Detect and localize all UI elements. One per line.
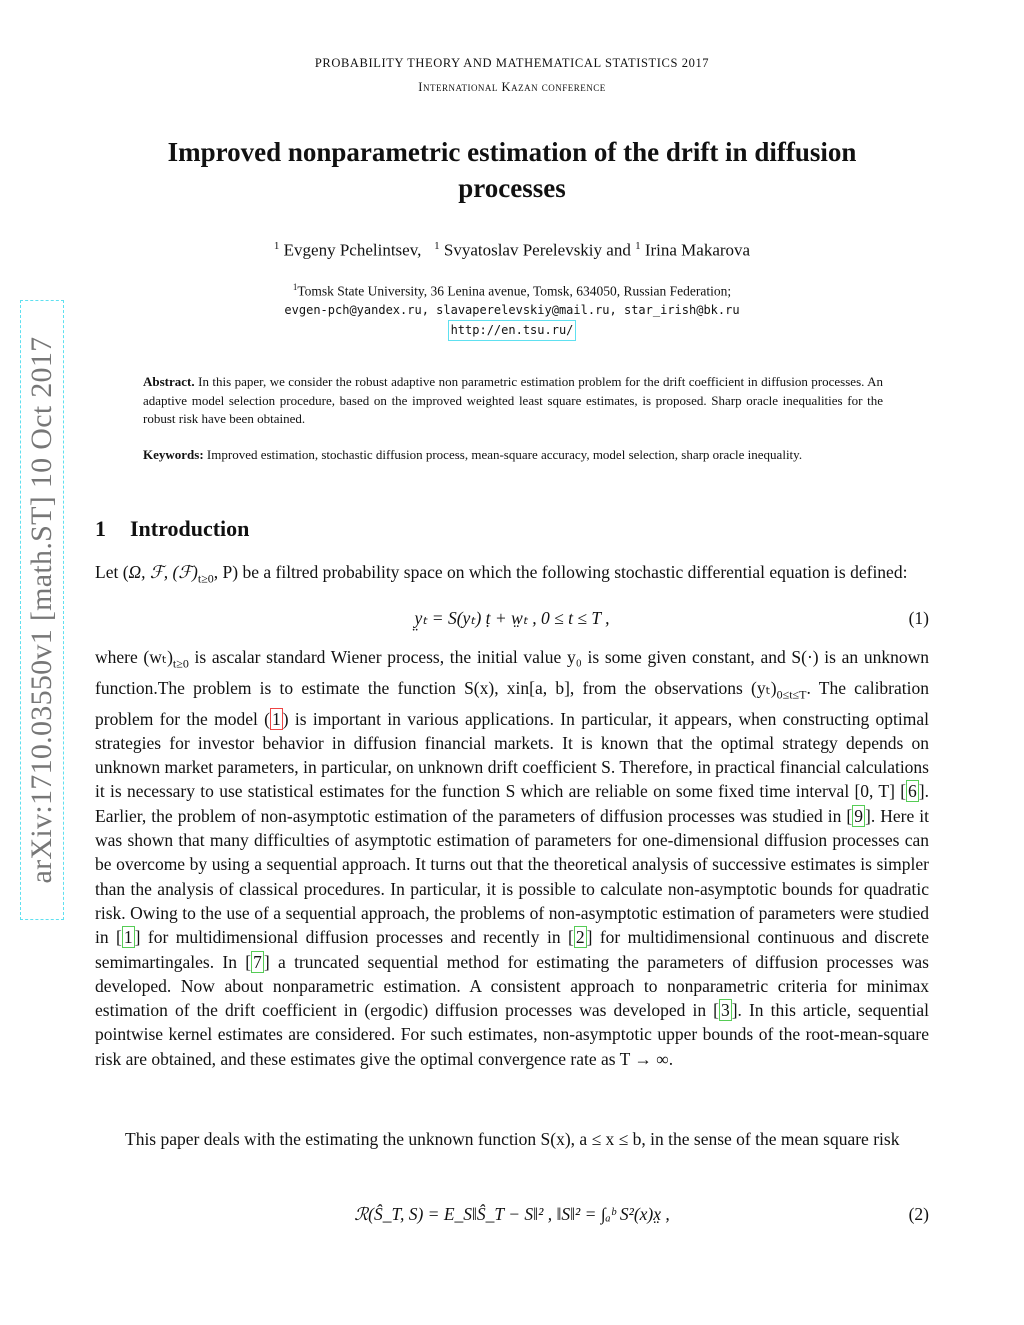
author-1: Evgeny Pchelintsev, xyxy=(283,240,422,260)
equation-1-expr: y̤ₜ = S(yₜ) ṭ + w̤ₜ , 0 ≤ t ≤ T , xyxy=(414,608,610,628)
keywords xyxy=(143,446,883,465)
affiliation xyxy=(0,278,1024,341)
affiliation-text: Tomsk State University, 36 Lenina avenue, Tomsk, 634050, Russian Federation; xyxy=(297,283,732,299)
para2-s9: ] a truncated sequential method for estimating the parameters of diffusion processes was developed. Now about nonparametric estimation. A consistent approach to nonparametric criteria for minimax estimation of the drift coefficient in (ergodic) diffusion processes was developed in [ xyxy=(95,951,929,1021)
equation-2 xyxy=(95,1200,929,1240)
arxiv-stamp-text: arXiv:1710.03550v1 [math.ST] 10 Oct 2017 xyxy=(25,336,58,884)
author-2: Svyatoslav Perelevskiy and xyxy=(443,240,631,260)
paragraph-2 xyxy=(95,645,929,1071)
para2-s7: ] for multidimensional diffusion processes and recently in [ xyxy=(134,927,574,948)
section-number: 1 xyxy=(95,516,106,541)
author-sup: 1 xyxy=(635,240,641,252)
paper-title: Improved nonparametric estimation of the drift in diffusion processes xyxy=(167,137,857,203)
citation-6[interactable]: 6 xyxy=(908,781,917,802)
section-heading xyxy=(95,516,249,542)
para2-s4: ) is important in various applications. In particular, it appears, when constructing optimal strategies for investor behavior in diffusion financial markets. It is known that the optimal strategy depends on unknown market parameters, in particular, on unknown drift coefficient S. Therefore, in practical financial calculations it is necessary to use statistical estimates for the function S which are reliable on some fixed time interval [0, T] [ xyxy=(95,708,929,802)
author-sup: 1 xyxy=(434,240,440,252)
university-link[interactable]: http://en.tsu.ru/ xyxy=(448,320,577,341)
equation-2-number: (2) xyxy=(908,1204,929,1224)
para2-sub2: 0≤t≤T xyxy=(776,687,807,702)
para1-text-d: , P) be a filtred probability space on which the following stochastic differential equation is defined: xyxy=(213,562,908,582)
para2-s5: ]. Earlier, the problem of non-asymptotic estimation of the parameters of diffusion processes was studied in [ xyxy=(95,781,929,826)
para2-sub1: t≥0 xyxy=(172,656,189,671)
equation-1-number: (1) xyxy=(908,608,929,628)
paragraph-1 xyxy=(95,560,929,591)
author-list xyxy=(0,240,1024,261)
author-emails[interactable]: evgen-pch@yandex.ru, slavaperelevskiy@mail.ru, star_irish@bk.ru xyxy=(284,302,740,317)
citation-7[interactable]: 7 xyxy=(253,951,262,972)
abstract xyxy=(143,373,883,429)
para2-s6: ]. Here it was shown that many difficulties of asymptotic estimation of parameters for one-dimensional diffusion processes can be overcome by using a sequential approach. It turns out that the theoretical analysis of successive estimates is simpler than the analysis of classical procedures. In particular, it is possible to calculate non-asymptotic bounds for quadratic risk. Owing to the use of a sequential approach, the problems of non-asymptotic estimation of parameters were studied in [ xyxy=(95,805,929,948)
conference-header: PROBABILITY THEORY AND MATHEMATICAL STATISTICS 2017 xyxy=(314,56,710,70)
para1-text-a: Let ( xyxy=(95,562,129,582)
citation-9[interactable]: 9 xyxy=(854,805,863,826)
abstract-label: Abstract. xyxy=(143,374,195,389)
citation-1[interactable]: 1 xyxy=(123,927,133,948)
citation-2[interactable]: 2 xyxy=(575,927,585,948)
para2-s10: ]. In this article, sequential pointwise kernel estimates are considered. For such estimates, non-asymptotic upper bounds of the root-mean-square risk are obtained, and these estimates give the optimal convergence rate as T → ∞. xyxy=(95,1000,930,1069)
para2-s1: where (wₜ) xyxy=(95,647,173,667)
citation-3[interactable]: 3 xyxy=(720,1000,730,1021)
para2-s3: . The calibration problem for the model ( xyxy=(95,677,930,729)
equation-1 xyxy=(95,608,929,634)
para2-s8: ] for multidimensional continuous and discrete semimartingales. In [ xyxy=(95,927,929,972)
ref-eq-1[interactable]: 1 xyxy=(271,708,281,729)
equation-2-expr: ℛ(Ŝ_T, S) = E_S‖Ŝ_T − S‖² , ‖S‖² = ∫ₐᵇ S²(x)x̤ , xyxy=(354,1204,670,1224)
author-3: Irina Makarova xyxy=(644,240,751,260)
para1-math: Ω, ℱ, (ℱ) xyxy=(128,562,198,582)
affiliation-sup: 1 xyxy=(292,282,298,292)
para1-sub: t≥0 xyxy=(197,571,214,586)
paragraph-3: This paper deals with the estimating the unknown function S(x), a ≤ x ≤ b, in the sense of the mean square risk xyxy=(125,1129,900,1149)
para2-s2: is ascalar standard Wiener process, the initial value y₀ is some given constant, and S(·) is an unknown function.The problem is to estimate the function S(x), xin[a, b], from the observations (yₜ) xyxy=(95,647,929,698)
abstract-text: In this paper, we consider the robust adaptive non parametric estimation problem for the drift coefficient in diffusion processes. An adaptive model selection procedure, based on the improved weighted least square estimates, is proposed. Sharp oracle inequalities for the robust risk have been obtained. xyxy=(143,374,884,426)
keywords-text: Improved estimation, stochastic diffusion process, mean-square accuracy, model selection, sharp oracle inequality. xyxy=(206,447,803,462)
keywords-label: Keywords: xyxy=(143,447,204,462)
arxiv-stamp[interactable] xyxy=(20,300,64,920)
author-sup: 1 xyxy=(273,240,280,252)
conference-subheader: International Kazan conference xyxy=(418,80,606,94)
section-title: Introduction xyxy=(130,516,250,541)
